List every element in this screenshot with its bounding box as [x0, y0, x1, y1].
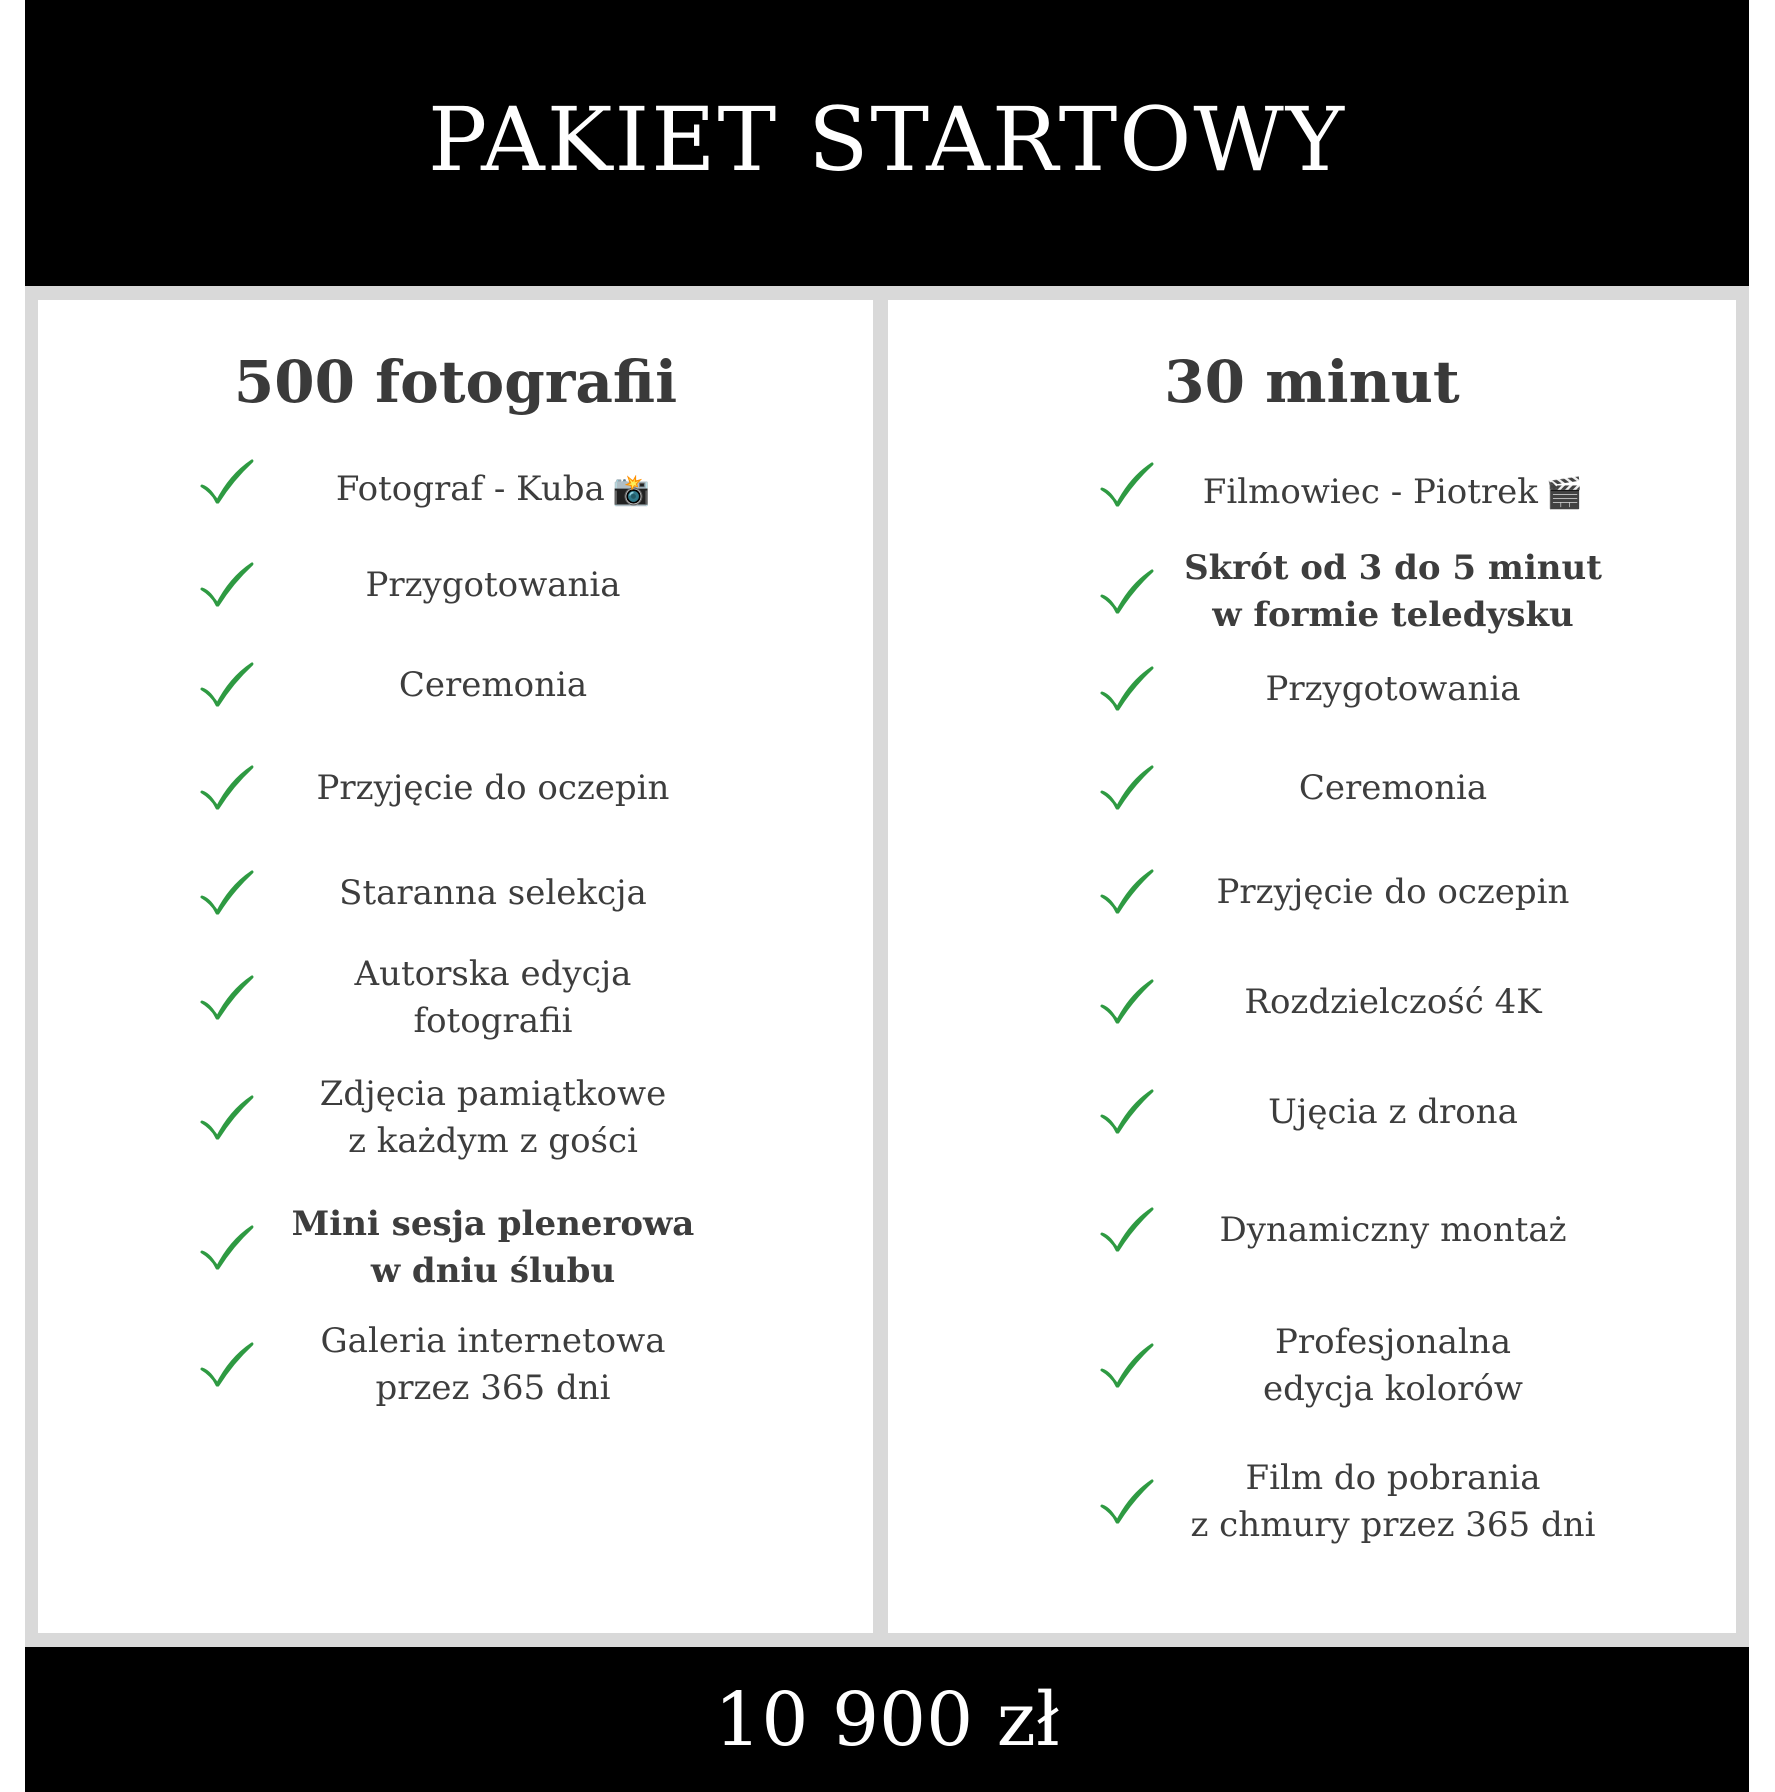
camera-flash-icon: 📸: [612, 473, 651, 509]
photo-feature-label: Galeria internetowa przez 365 dni: [320, 1321, 666, 1408]
video-feature-item: [1098, 639, 1618, 739]
checkmark-icon: [1098, 1478, 1156, 1528]
video-panel-title: 30 minut: [1164, 348, 1460, 416]
clapperboard-icon: 🎬: [1545, 476, 1584, 512]
video-feature-item: [1098, 1452, 1618, 1552]
video-feature-label: Dynamiczny montaż: [1219, 1209, 1567, 1250]
checkmark-icon: [1098, 978, 1156, 1028]
video-feature-label: Rozdzielczość 4K: [1244, 981, 1542, 1022]
checkmark-icon: [1098, 868, 1156, 918]
photo-feature-item: [198, 843, 718, 943]
photo-feature-item: [198, 1198, 718, 1298]
photo-feature-item: [198, 535, 718, 635]
pricing-card: [25, 0, 1749, 1792]
photo-feature-label: Autorska edycja fotografii: [354, 954, 632, 1041]
photo-feature-item: [198, 1315, 718, 1415]
header-banner: [25, 0, 1749, 286]
photo-feature-label: Staranna selekcja: [339, 872, 647, 913]
video-feature-item: [1098, 738, 1618, 838]
photo-feature-label: Ceremonia: [398, 664, 588, 705]
photo-feature-item: [198, 1068, 718, 1168]
checkmark-icon: [1098, 1206, 1156, 1256]
checkmark-icon: [198, 1094, 256, 1144]
checkmark-icon: [1098, 568, 1156, 618]
photo-feature-item: [198, 738, 718, 838]
video-feature-label: Skrót od 3 do 5 minut w formie teledysku: [1184, 548, 1602, 635]
checkmark-icon: [198, 764, 256, 814]
package-price: 10 900 zł: [714, 1676, 1060, 1763]
checkmark-icon: [1098, 665, 1156, 715]
video-feature-item: [1098, 1062, 1618, 1162]
video-feature-item: [1098, 842, 1618, 942]
video-feature-label: Film do pobrania z chmury przez 365 dni: [1190, 1458, 1596, 1545]
video-feature-item: [1098, 952, 1618, 1052]
video-feature-label: Ceremonia: [1298, 767, 1488, 808]
checkmark-icon: [1098, 1088, 1156, 1138]
photo-feature-label: Przyjęcie do oczepin: [316, 767, 670, 808]
video-feature-label: Profesjonalna edycja kolorów: [1263, 1322, 1523, 1409]
photo-feature-item: [198, 948, 718, 1048]
photo-panel: [38, 300, 873, 1633]
photo-feature-item: [198, 635, 718, 735]
photo-feature-label: Fotograf - Kuba 📸: [268, 466, 718, 515]
photo-feature-label: Mini sesja plenerowa w dniu ślubu: [291, 1204, 695, 1291]
video-feature-item: [1098, 1180, 1618, 1280]
checkmark-icon: [198, 974, 256, 1024]
photo-feature-item: [198, 440, 718, 540]
video-feature-label: Przygotowania: [1265, 668, 1521, 709]
video-feature-label: Ujęcia z drona: [1268, 1091, 1518, 1132]
checkmark-icon: [198, 458, 256, 508]
photo-feature-label: Przygotowania: [365, 564, 621, 605]
footer-banner: [25, 1647, 1749, 1792]
video-panel: [888, 300, 1736, 1633]
checkmark-icon: [198, 561, 256, 611]
video-feature-item: [1098, 542, 1618, 642]
checkmark-icon: [1098, 461, 1156, 511]
video-feature-item: [1098, 1316, 1618, 1416]
checkmark-icon: [198, 661, 256, 711]
photo-panel-title: 500 fotografii: [233, 348, 678, 416]
video-feature-label: Filmowiec - Piotrek 🎬: [1168, 469, 1618, 518]
checkmark-icon: [198, 869, 256, 919]
video-feature-item: [1098, 443, 1618, 543]
checkmark-icon: [198, 1341, 256, 1391]
checkmark-icon: [1098, 764, 1156, 814]
package-title: PAKIET STARTOWY: [428, 87, 1346, 191]
checkmark-icon: [1098, 1342, 1156, 1392]
checkmark-icon: [198, 1224, 256, 1274]
photo-feature-label: Zdjęcia pamiątkowe z każdym z gości: [319, 1074, 667, 1161]
video-feature-label: Przyjęcie do oczepin: [1216, 871, 1570, 912]
